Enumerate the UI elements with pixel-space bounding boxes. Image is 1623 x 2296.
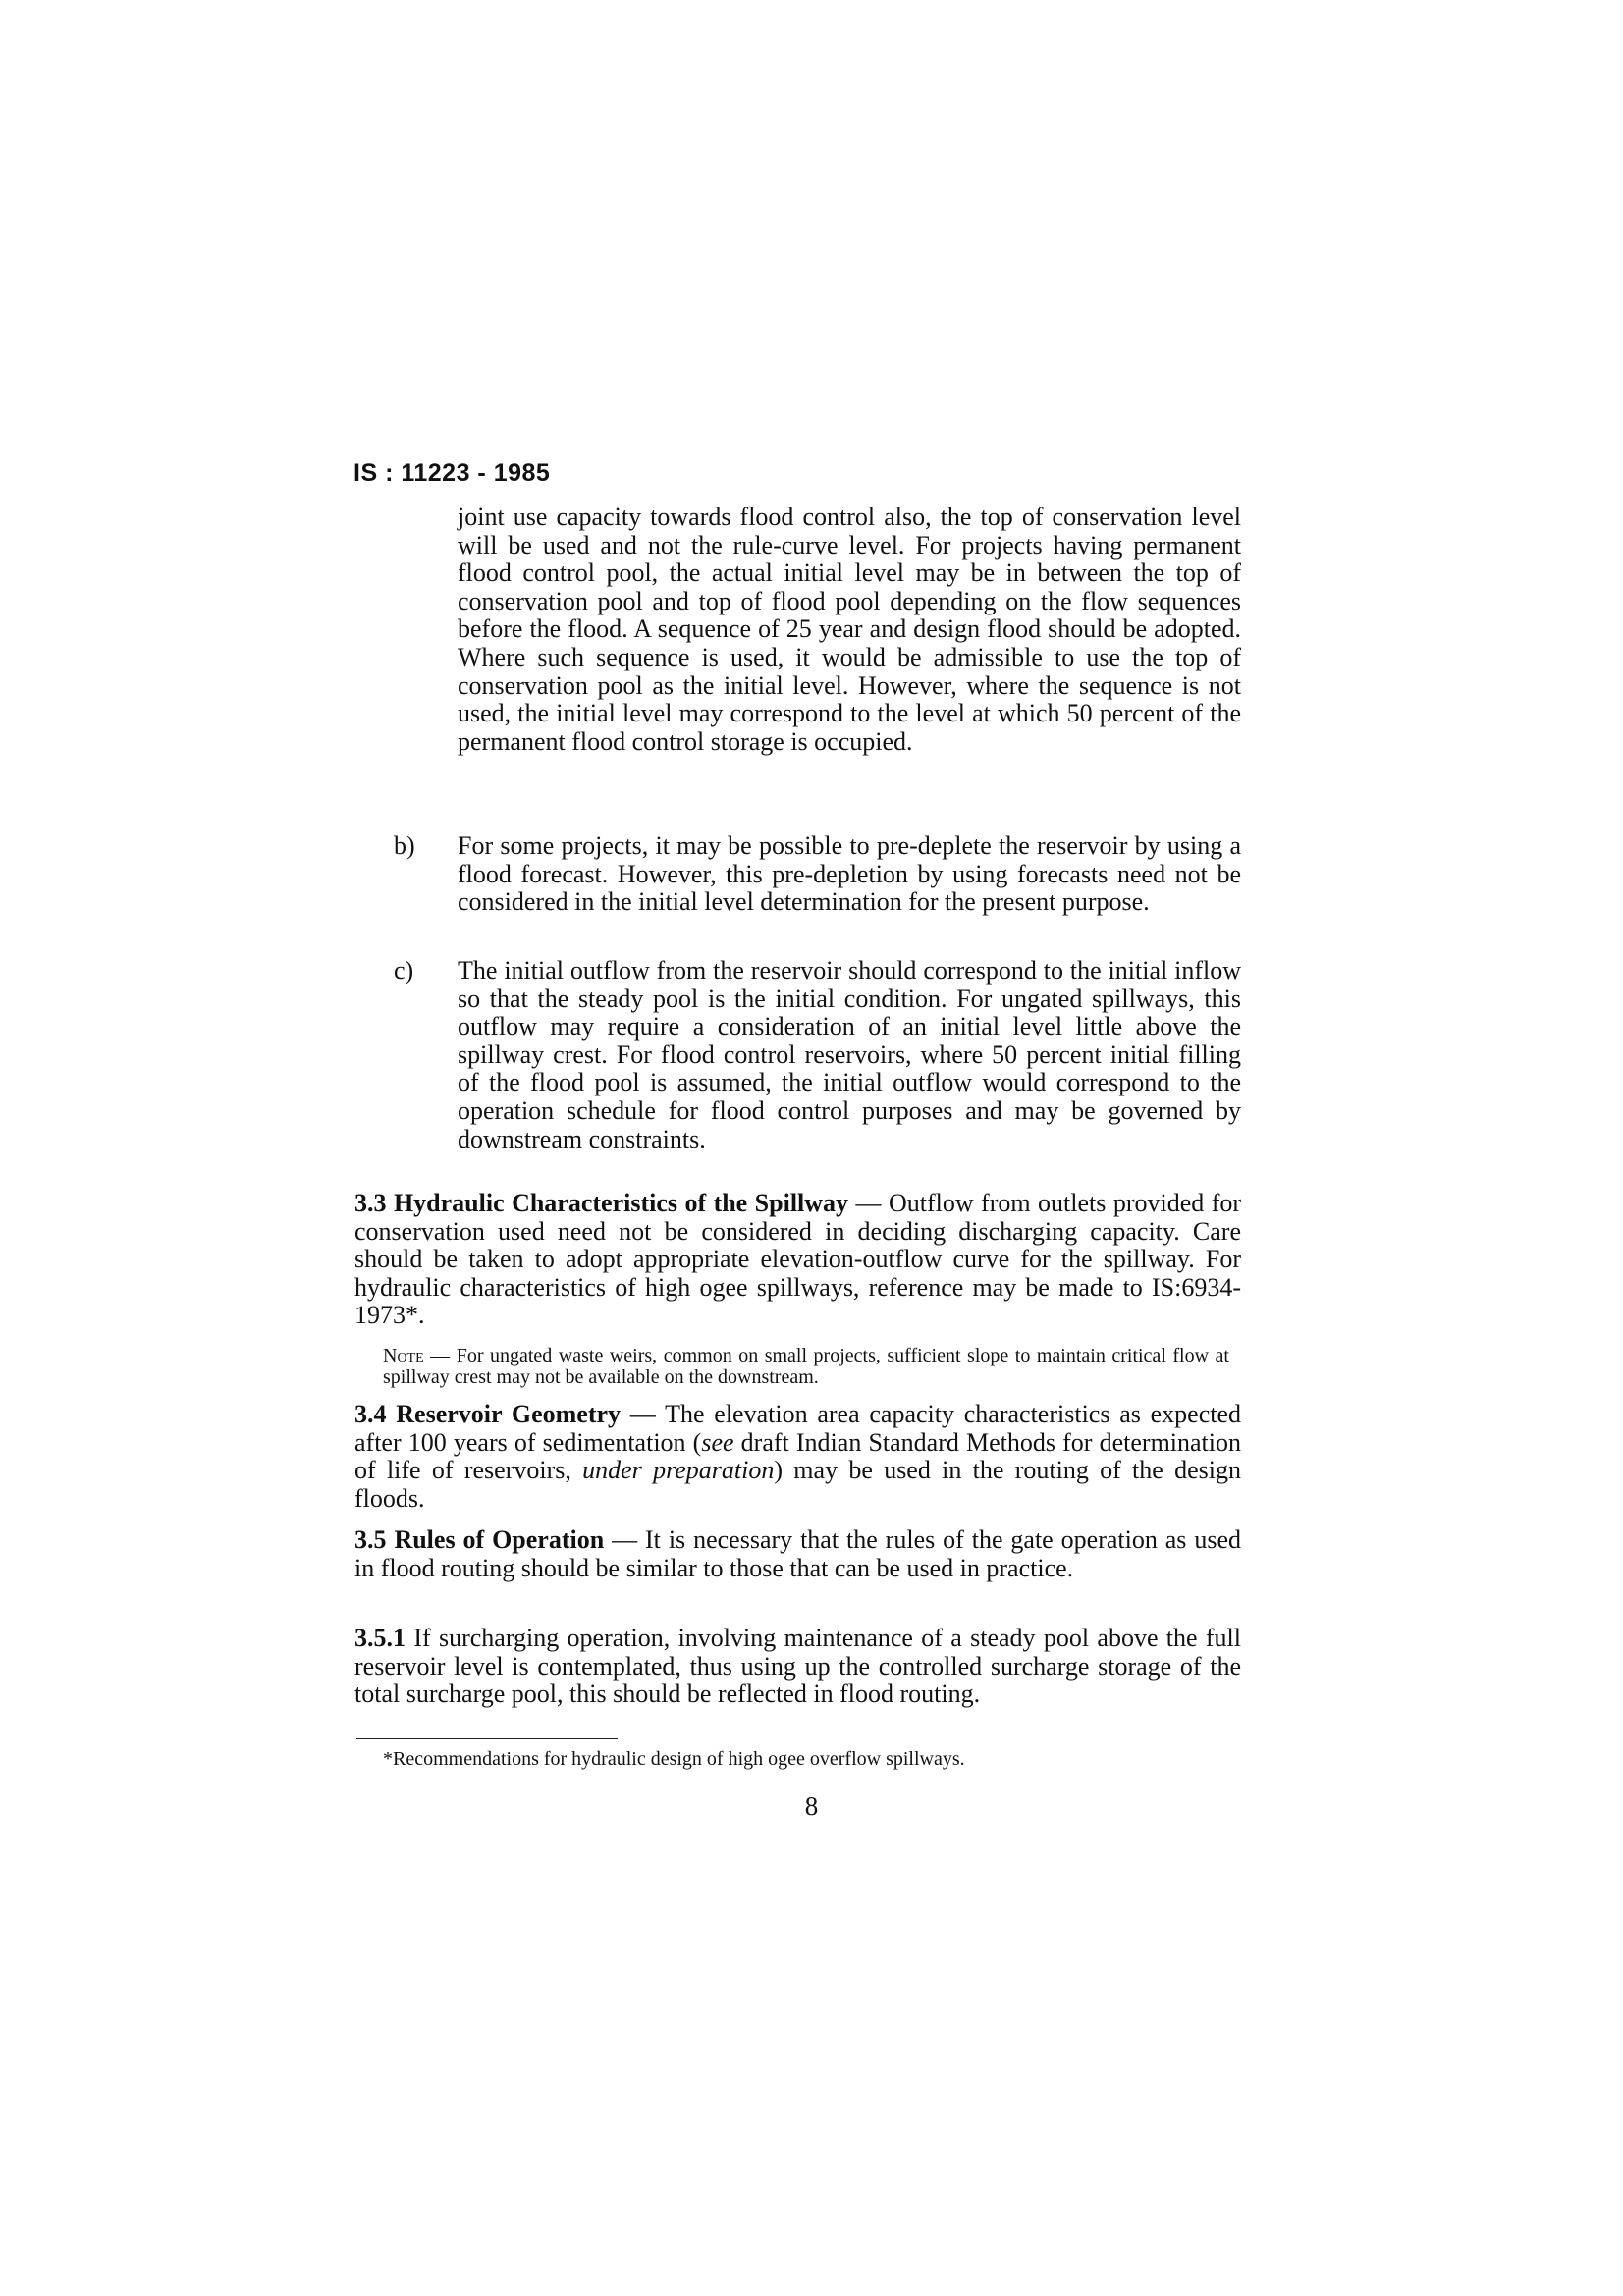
- section-title: Rules of Operation: [394, 1525, 605, 1554]
- list-item-text: The initial outflow from the reservoir should correspond to the initial inflow so that the steady pool is the initial condition. For ungated spillways, this outflow may require a consideration of an initial level little above the spillway crest. For flood control reservoirs, where 50 percent initial filling of the flood pool is assumed, the initial outflow would correspond to the operation schedule for flood control purposes and may be governed by downstream constraints.: [458, 956, 1241, 1153]
- see-italic: see: [701, 1427, 734, 1457]
- section-body: If surcharging operation, involving maintenance of a steady pool above the full reservoir level is contemplated, thus using up the controlled surcharge storage of the total surcharge pool, this should be reflected in flood routing.: [354, 1624, 1241, 1709]
- note-3-3: [383, 1345, 1229, 1388]
- section-3-3: [354, 1190, 1241, 1330]
- list-item-label: b): [394, 831, 415, 860]
- section-body: — Outflow from outlets provided for conservation used need not be considered in deciding discharging capacity. Care should be taken to adopt appropriate elevation-outflow curve for the spillway. For hydraulic characteristics of high ogee spillways, reference may be made to IS:6934-1973*.: [354, 1189, 1242, 1330]
- section-body-part: — The elevation area capacity characteristics as expected after 100 years of sedimentation (: [354, 1400, 1242, 1457]
- standard-number-header: IS : 11223 - 1985: [353, 459, 551, 487]
- footnote: *Recommendations for hydraulic design of high ogee overflow spillways.: [383, 1748, 965, 1770]
- footnote-divider: [356, 1738, 618, 1739]
- list-item-label: c): [394, 956, 414, 985]
- section-title: Hydraulic Characteristics of the Spillway: [393, 1189, 849, 1217]
- section-number: 3.5.1: [354, 1624, 406, 1652]
- section-number: 3.4: [354, 1400, 387, 1428]
- note-label: Note: [383, 1345, 424, 1366]
- note-text: — For ungated waste weirs, common on small projects, sufficient slope to maintain critical flow at spillway crest may not be available on the downstream.: [383, 1345, 1229, 1388]
- list-item-b: [394, 832, 1241, 917]
- section-body-part: ) may be used in the routing of the design floods.: [354, 1456, 1241, 1513]
- section-number: 3.3: [354, 1189, 387, 1217]
- under-preparation-italic: under preparation: [582, 1456, 775, 1485]
- section-body: — It is necessary that the rules of the gate operation as used in flood routing should be similar to those that can be used in practice.: [354, 1525, 1242, 1582]
- section-3-4: [354, 1401, 1241, 1513]
- item-a-continuation: joint use capacity towards flood control also, the top of conservation level will be used and not the rule-curve level. For projects having permanent flood control pool, the actual initial level may be in between the top of conservation pool and top of flood pool depending on the flow sequences before the flood. A sequence of 25 year and design flood should be adopted. Where such sequence is used, it would be admissible to use the top of conservation pool as the initial level. However, where the sequence is not used, the initial level may correspond to the level at which 50 percent of the permanent flood control storage is occupied.: [458, 503, 1241, 756]
- section-3-5: [354, 1526, 1241, 1582]
- section-3-5-1: [354, 1625, 1241, 1709]
- section-title: Reservoir Geometry: [396, 1400, 622, 1428]
- list-item-c: [394, 957, 1241, 1153]
- section-number: 3.5: [354, 1525, 387, 1554]
- list-item-text: For some projects, it may be possible to pre-deplete the reservoir by using a flood forecast. However, this pre-depletion by using forecasts need not be considered in the initial level determination for the present purpose.: [458, 831, 1241, 917]
- section-body-part: draft Indian Standard Methods for determination of life of reservoirs,: [354, 1427, 1242, 1485]
- page-number: 8: [804, 1791, 819, 1821]
